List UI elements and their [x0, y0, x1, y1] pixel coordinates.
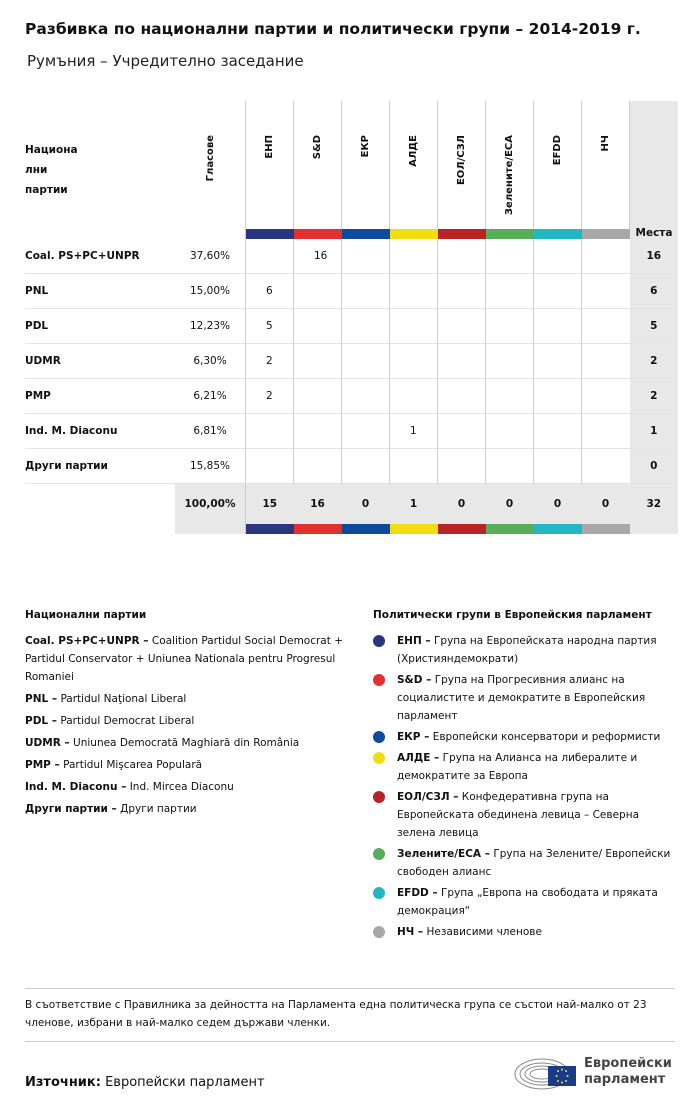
total-seats: 32: [630, 484, 679, 525]
group-color-dot-icon: [373, 674, 385, 686]
group-seat-cell: [582, 414, 630, 449]
group-seat-cell: [294, 379, 342, 414]
group-abbr: ЕОЛ/СЗЛ –: [397, 791, 459, 803]
group-full-name: Група „Европа на свободата и пряката демокрация“: [397, 887, 658, 917]
group-seat-cell: [534, 274, 582, 309]
party-legend-item: [25, 756, 355, 774]
bar-spacer: [175, 524, 246, 534]
votes-cell: 37,60%: [175, 239, 246, 274]
seats-cell: 2: [630, 379, 679, 414]
source-label: Източник:: [25, 1075, 101, 1090]
divider: [25, 988, 675, 989]
group-seat-cell: 2: [246, 379, 294, 414]
group-color-bar: [294, 229, 342, 239]
group-color-bar: [486, 229, 534, 239]
page-subtitle: Румъния – Учредително заседание: [27, 52, 304, 70]
group-color-dot-icon: [373, 848, 385, 860]
total-group-seats: 0: [582, 484, 630, 525]
group-seat-cell: [294, 414, 342, 449]
seats-cell: 5: [630, 309, 679, 344]
party-legend: [25, 606, 355, 822]
group-full-name: Конфедеративна група на Европейската обединена левица – Северна зелена левица: [397, 791, 639, 839]
group-legend-item: [373, 671, 678, 725]
source-line: [25, 1075, 265, 1090]
group-seat-cell: [294, 274, 342, 309]
group-abbr: Зелените/ЕСА –: [397, 848, 490, 860]
group-color-bar: [246, 524, 294, 534]
group-header-greens: Зелените/ЕСА: [486, 101, 534, 229]
group-seat-cell: [438, 449, 486, 484]
party-full-name: Coalition Partidul Social Democrat + Partidul Conservator + Uniunea Nationala pentru Progresul Romaniei: [25, 635, 343, 683]
group-seat-cell: [534, 414, 582, 449]
group-abbr: EFDD –: [397, 887, 438, 899]
group-seat-cell: [534, 239, 582, 274]
group-color-bar: [390, 229, 438, 239]
party-full-name: Ind. Mircea Diaconu: [129, 781, 234, 793]
group-color-dot-icon: [373, 926, 385, 938]
group-seat-cell: [486, 274, 534, 309]
group-full-name: Група на Европейската народна партия (Християндемократи): [397, 635, 657, 665]
results-table: [25, 101, 678, 534]
group-legend-item: [373, 632, 678, 668]
group-seat-cell: [582, 379, 630, 414]
group-seat-cell: [486, 414, 534, 449]
group-header-ni: НЧ: [582, 101, 630, 229]
group-seat-cell: [486, 239, 534, 274]
group-seat-cell: [390, 239, 438, 274]
group-color-bar: [342, 524, 390, 534]
group-legend-item: [373, 749, 678, 785]
votes-cell: 12,23%: [175, 309, 246, 344]
group-color-bar: [390, 524, 438, 534]
group-abbr: АЛДЕ –: [397, 752, 440, 764]
group-seat-cell: [438, 309, 486, 344]
group-abbr: ЕНП –: [397, 635, 431, 647]
group-abbr: НЧ –: [397, 926, 424, 938]
group-color-dot-icon: [373, 752, 385, 764]
group-seat-cell: [582, 239, 630, 274]
votes-cell: 6,30%: [175, 344, 246, 379]
total-group-seats: 0: [438, 484, 486, 525]
table-row: [25, 414, 678, 449]
party-name: PMP: [25, 379, 175, 414]
total-group-seats: 0: [486, 484, 534, 525]
table-row: [25, 274, 678, 309]
footnote: В съответствие с Правилника за дейността на Парламента една политическа група се състои най-малко от 23 членове, избрани в най-малко седем държави членки.: [25, 999, 647, 1029]
bottom-color-bars: [25, 524, 678, 534]
group-seat-cell: [390, 274, 438, 309]
totals-spacer: [25, 484, 175, 525]
group-seat-cell: [534, 449, 582, 484]
group-abbr: S&D –: [397, 674, 432, 686]
group-color-bar: [582, 229, 630, 239]
group-seat-cell: [294, 449, 342, 484]
party-legend-item: [25, 778, 355, 796]
group-color-bar: [438, 524, 486, 534]
party-full-name: Partidul Mişcarea Populară: [63, 759, 203, 771]
party-full-name: Uniunea Democrată Maghiară din România: [73, 737, 300, 749]
group-legend-item: [373, 884, 678, 920]
seats-cell: 16: [630, 239, 679, 274]
logo-line-2: парламент: [584, 1072, 666, 1087]
party-full-name: Partidul Democrat Liberal: [60, 715, 195, 727]
party-legend-heading: Национални партии: [25, 609, 147, 621]
group-legend-heading: Политически групи в Европейския парламент: [373, 609, 652, 621]
group-seat-cell: [246, 239, 294, 274]
group-color-dot-icon: [373, 791, 385, 803]
total-group-seats: 15: [246, 484, 294, 525]
group-seat-cell: [486, 379, 534, 414]
total-group-seats: 0: [342, 484, 390, 525]
party-legend-item: [25, 800, 355, 818]
group-full-name: Европейски консерватори и реформисти: [432, 731, 661, 743]
group-color-bar: [246, 229, 294, 239]
group-legend-item: [373, 923, 678, 941]
votes-bar-spacer: [175, 229, 246, 239]
party-full-name: Partidul Naţional Liberal: [60, 693, 187, 705]
party-column-header: Национа лни партии: [25, 144, 78, 196]
group-color-dot-icon: [373, 887, 385, 899]
group-seat-cell: [342, 344, 390, 379]
group-color-bar: [438, 229, 486, 239]
group-seat-cell: [342, 274, 390, 309]
group-seat-cell: [486, 449, 534, 484]
total-group-seats: 1: [390, 484, 438, 525]
group-color-bar: [486, 524, 534, 534]
party-abbr: Ind. M. Diaconu –: [25, 781, 127, 793]
group-seat-cell: [342, 414, 390, 449]
party-name: UDMR: [25, 344, 175, 379]
group-seat-cell: [342, 379, 390, 414]
total-group-seats: 0: [534, 484, 582, 525]
group-header-ecr: ЕКР: [342, 101, 390, 229]
votes-column-header: Гласове: [175, 101, 246, 229]
group-seat-cell: [582, 309, 630, 344]
votes-cell: 6,21%: [175, 379, 246, 414]
group-color-dot-icon: [373, 635, 385, 647]
group-seat-cell: [582, 274, 630, 309]
bar-spacer: [630, 524, 679, 534]
group-seat-cell: [390, 379, 438, 414]
votes-cell: 15,00%: [175, 274, 246, 309]
group-seat-cell: [486, 344, 534, 379]
party-abbr: UDMR –: [25, 737, 70, 749]
seats-cell: 1: [630, 414, 679, 449]
party-abbr: PNL –: [25, 693, 58, 705]
group-full-name: Независими членове: [426, 926, 542, 938]
group-seat-cell: 5: [246, 309, 294, 344]
group-seat-cell: [438, 274, 486, 309]
group-seat-cell: [534, 309, 582, 344]
group-seat-cell: [438, 239, 486, 274]
source-value: Европейски парламент: [105, 1075, 265, 1090]
bar-spacer: [25, 524, 175, 534]
party-name: PDL: [25, 309, 175, 344]
total-group-seats: 16: [294, 484, 342, 525]
group-full-name: Група на Зелените/ Европейски свободен алианс: [397, 848, 671, 878]
group-legend: [373, 606, 678, 944]
votes-cell: 15,85%: [175, 449, 246, 484]
group-seat-cell: [534, 379, 582, 414]
group-seat-cell: [246, 414, 294, 449]
ep-logo: [514, 1052, 679, 1092]
group-seat-cell: [438, 414, 486, 449]
group-seat-cell: [342, 309, 390, 344]
party-name: PNL: [25, 274, 175, 309]
party-name: Други партии: [25, 449, 175, 484]
party-abbr: PMP –: [25, 759, 60, 771]
group-legend-item: [373, 788, 678, 842]
group-color-dot-icon: [373, 731, 385, 743]
group-full-name: Група на Прогресивния алианс на социалистите и демократите в Европейския парламент: [397, 674, 646, 722]
group-header-alde: АЛДЕ: [390, 101, 438, 229]
group-color-bar: [534, 524, 582, 534]
group-seat-cell: [438, 379, 486, 414]
group-seat-cell: [486, 309, 534, 344]
group-header-sd: S&D: [294, 101, 342, 229]
total-votes: 100,00%: [175, 484, 246, 525]
group-abbr: ЕКР –: [397, 731, 430, 743]
table-row: [25, 309, 678, 344]
votes-cell: 6,81%: [175, 414, 246, 449]
group-seat-cell: [390, 449, 438, 484]
group-seat-cell: [390, 344, 438, 379]
group-seat-cell: [534, 344, 582, 379]
group-color-bar: [534, 229, 582, 239]
group-seat-cell: 1: [390, 414, 438, 449]
group-color-bar: [342, 229, 390, 239]
group-seat-cell: [294, 309, 342, 344]
table-row: [25, 344, 678, 379]
group-seat-cell: [438, 344, 486, 379]
totals-row: [25, 484, 678, 525]
group-full-name: Група на Алианса на либералите и демократите за Европа: [397, 752, 638, 782]
party-abbr: Други партии –: [25, 803, 117, 815]
party-legend-item: [25, 734, 355, 752]
table-row: [25, 379, 678, 414]
divider: [25, 1041, 675, 1042]
group-header-efdd: EFDD: [534, 101, 582, 229]
group-seat-cell: 2: [246, 344, 294, 379]
party-abbr: Coal. PS+PC+UNPR –: [25, 635, 149, 647]
group-color-bar: [294, 524, 342, 534]
seats-cell: 0: [630, 449, 679, 484]
party-name: Ind. M. Diaconu: [25, 414, 175, 449]
party-legend-item: [25, 690, 355, 708]
seats-cell: 2: [630, 344, 679, 379]
group-seat-cell: [342, 449, 390, 484]
group-seat-cell: 6: [246, 274, 294, 309]
group-seat-cell: [582, 449, 630, 484]
table-row: [25, 239, 678, 274]
group-seat-cell: 16: [294, 239, 342, 274]
party-legend-item: [25, 632, 355, 686]
parliament-emblem-icon: [514, 1052, 578, 1092]
party-legend-item: [25, 712, 355, 730]
group-legend-item: [373, 728, 678, 746]
seats-cell: 6: [630, 274, 679, 309]
party-name: Coal. PS+PC+UNPR: [25, 239, 175, 274]
group-legend-item: [373, 845, 678, 881]
seats-column-header: Места: [630, 101, 679, 239]
group-seat-cell: [246, 449, 294, 484]
group-seat-cell: [582, 344, 630, 379]
group-seat-cell: [390, 309, 438, 344]
group-seat-cell: [294, 344, 342, 379]
page-title: Разбивка по национални партии и политически групи – 2014-2019 г.: [25, 20, 641, 38]
logo-line-1: Европейски: [584, 1056, 672, 1071]
party-full-name: Други партии: [120, 803, 197, 815]
table-row: [25, 449, 678, 484]
group-header-epp: ЕНП: [246, 101, 294, 229]
group-header-gue: ЕОЛ/СЗЛ: [438, 101, 486, 229]
group-color-bar: [582, 524, 630, 534]
party-abbr: PDL –: [25, 715, 58, 727]
group-seat-cell: [342, 239, 390, 274]
